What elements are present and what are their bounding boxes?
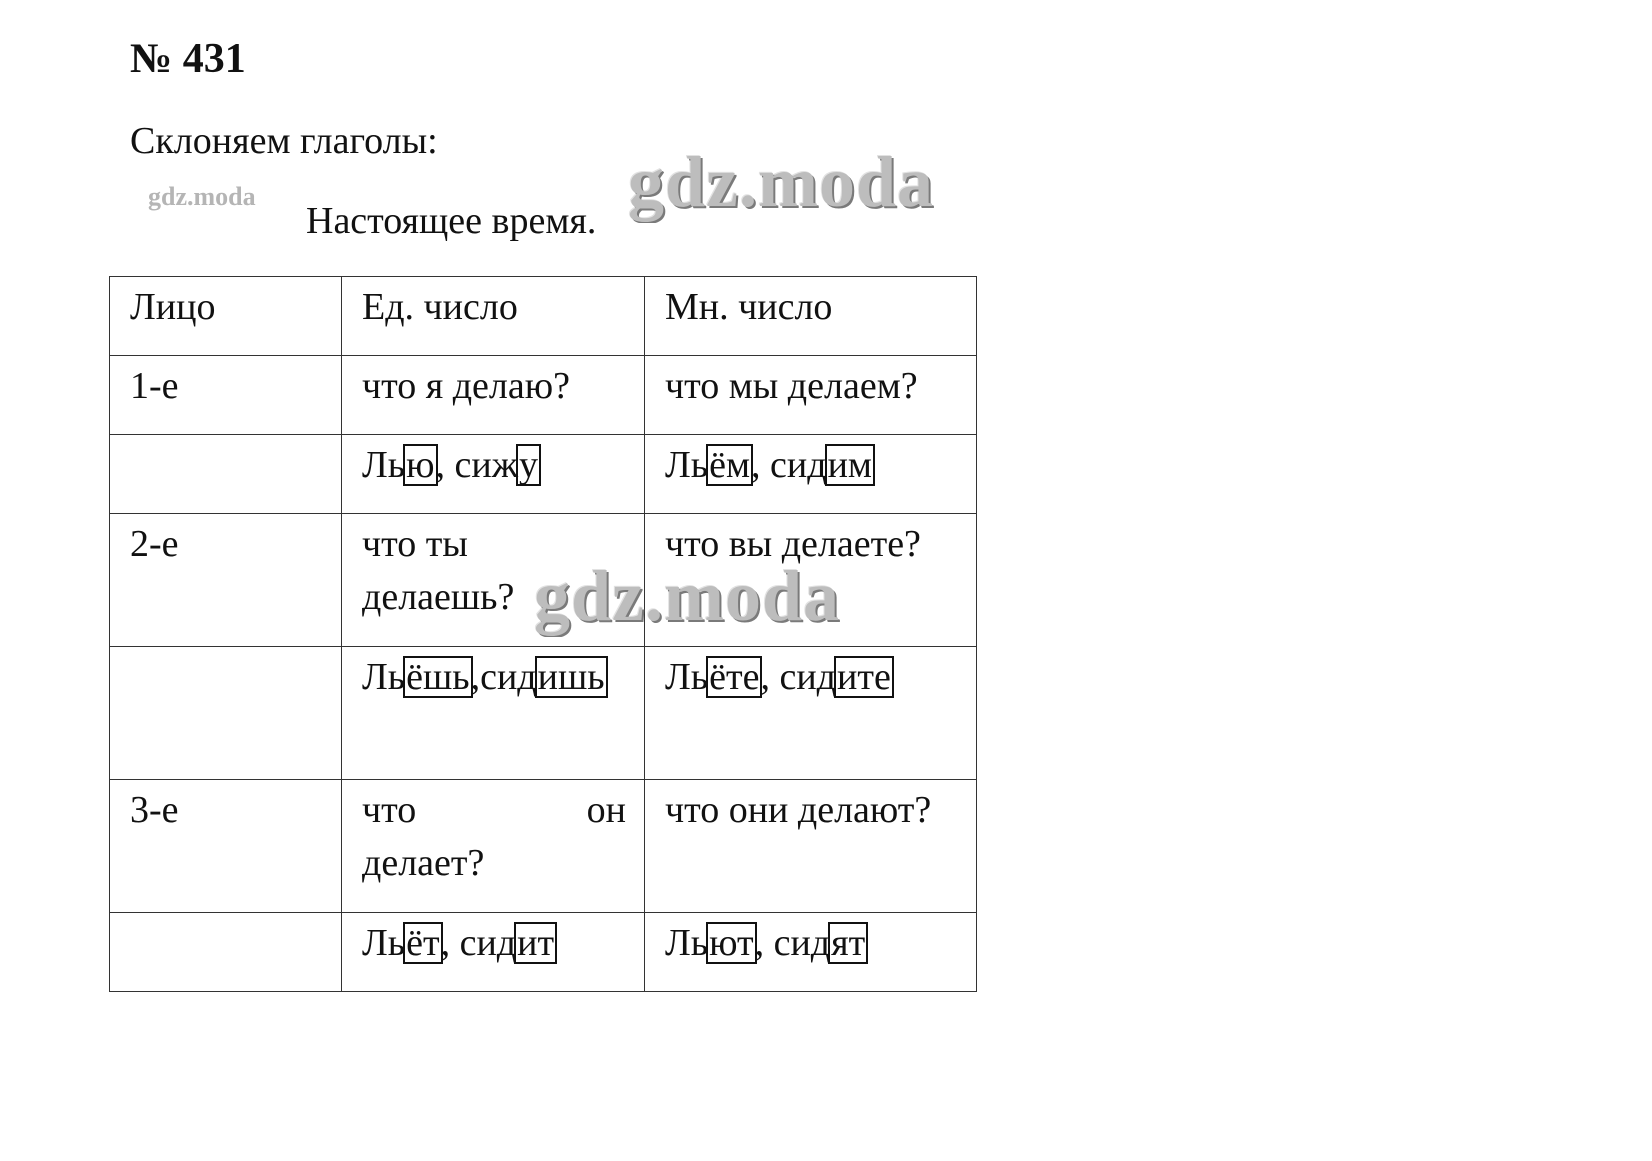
separator: , — [760, 656, 780, 698]
table-row — [110, 435, 977, 514]
verb-ending-box: ёшь — [403, 656, 472, 698]
verb-stem: Ль — [362, 922, 406, 964]
verb-ending-box: ит — [514, 922, 557, 964]
verb-stem: Ль — [362, 656, 406, 698]
section-subtitle: Настоящее время. — [306, 200, 597, 242]
verb-stem: сид — [773, 922, 831, 964]
header-singular: Ед. число — [342, 277, 645, 356]
forms-singular — [342, 647, 645, 780]
forms-singular — [342, 913, 645, 992]
question-singular: что ты делаешь? — [342, 514, 645, 647]
person-label: 2-е — [110, 514, 342, 647]
forms-singular — [342, 435, 645, 514]
table-row — [110, 356, 977, 435]
verb-form — [362, 444, 436, 486]
intro-text: Склоняем глаголы: — [130, 120, 438, 162]
forms-plural — [645, 647, 977, 780]
verb-form — [480, 656, 605, 698]
empty-cell — [110, 435, 342, 514]
empty-cell — [110, 913, 342, 992]
verb-stem: Ль — [362, 444, 406, 486]
verb-ending-box: ят — [828, 922, 868, 964]
verb-ending-box: ишь — [535, 656, 608, 698]
person-label: 1-е — [110, 356, 342, 435]
header-plural: Мн. число — [645, 277, 977, 356]
verb-form — [460, 922, 556, 964]
separator: , — [751, 444, 771, 486]
empty-cell — [110, 647, 342, 780]
verb-ending-box: ют — [706, 922, 757, 964]
verb-ending-box: ёт — [403, 922, 442, 964]
verb-form — [779, 656, 891, 698]
verb-stem: сид — [480, 656, 537, 698]
verb-stem: Ль — [665, 656, 709, 698]
question-singular: что я делаю? — [342, 356, 645, 435]
verb-ending-box: им — [825, 444, 875, 486]
forms-plural — [645, 435, 977, 514]
verb-form — [770, 444, 873, 486]
separator: , — [754, 922, 774, 964]
word: он — [586, 789, 626, 831]
watermark-small: gdz.moda — [148, 182, 256, 211]
justified-line — [362, 784, 626, 837]
verb-ending-box: ёте — [706, 656, 762, 698]
verb-form — [665, 922, 755, 964]
question-plural: что мы делаем? — [645, 356, 977, 435]
table-row — [110, 780, 977, 913]
question-plural: что вы делаете? — [645, 514, 977, 647]
verb-stem: сид — [459, 922, 517, 964]
verb-form — [665, 444, 751, 486]
table-row — [110, 913, 977, 992]
watermark-large: gdz.moda — [534, 556, 841, 636]
table-header-row — [110, 277, 977, 356]
question-plural: что они делают? — [645, 780, 977, 913]
watermark-large: gdz.moda — [628, 142, 935, 222]
word: что — [362, 789, 417, 831]
person-label: 3-е — [110, 780, 342, 913]
verb-ending-box: ите — [834, 656, 894, 698]
verb-stem: Ль — [665, 922, 709, 964]
question-singular — [342, 780, 645, 913]
task-number: № 431 — [130, 36, 246, 82]
separator: , — [435, 444, 455, 486]
verb-stem: сиж — [454, 444, 518, 486]
verb-form — [455, 444, 539, 486]
verb-ending-box: ю — [403, 444, 437, 486]
separator: , — [470, 656, 481, 698]
text-line: делает? — [362, 842, 485, 884]
verb-form — [774, 922, 867, 964]
verb-stem: сид — [770, 444, 827, 486]
header-person: Лицо — [110, 277, 342, 356]
verb-form — [362, 656, 471, 698]
verb-ending-box: ём — [706, 444, 753, 486]
verb-form — [665, 656, 760, 698]
verb-form — [362, 922, 441, 964]
table-row — [110, 647, 977, 780]
verb-ending-box: у — [516, 444, 541, 486]
verb-stem: сид — [779, 656, 836, 698]
separator: , — [440, 922, 460, 964]
verb-stem: Ль — [665, 444, 709, 486]
forms-plural — [645, 913, 977, 992]
